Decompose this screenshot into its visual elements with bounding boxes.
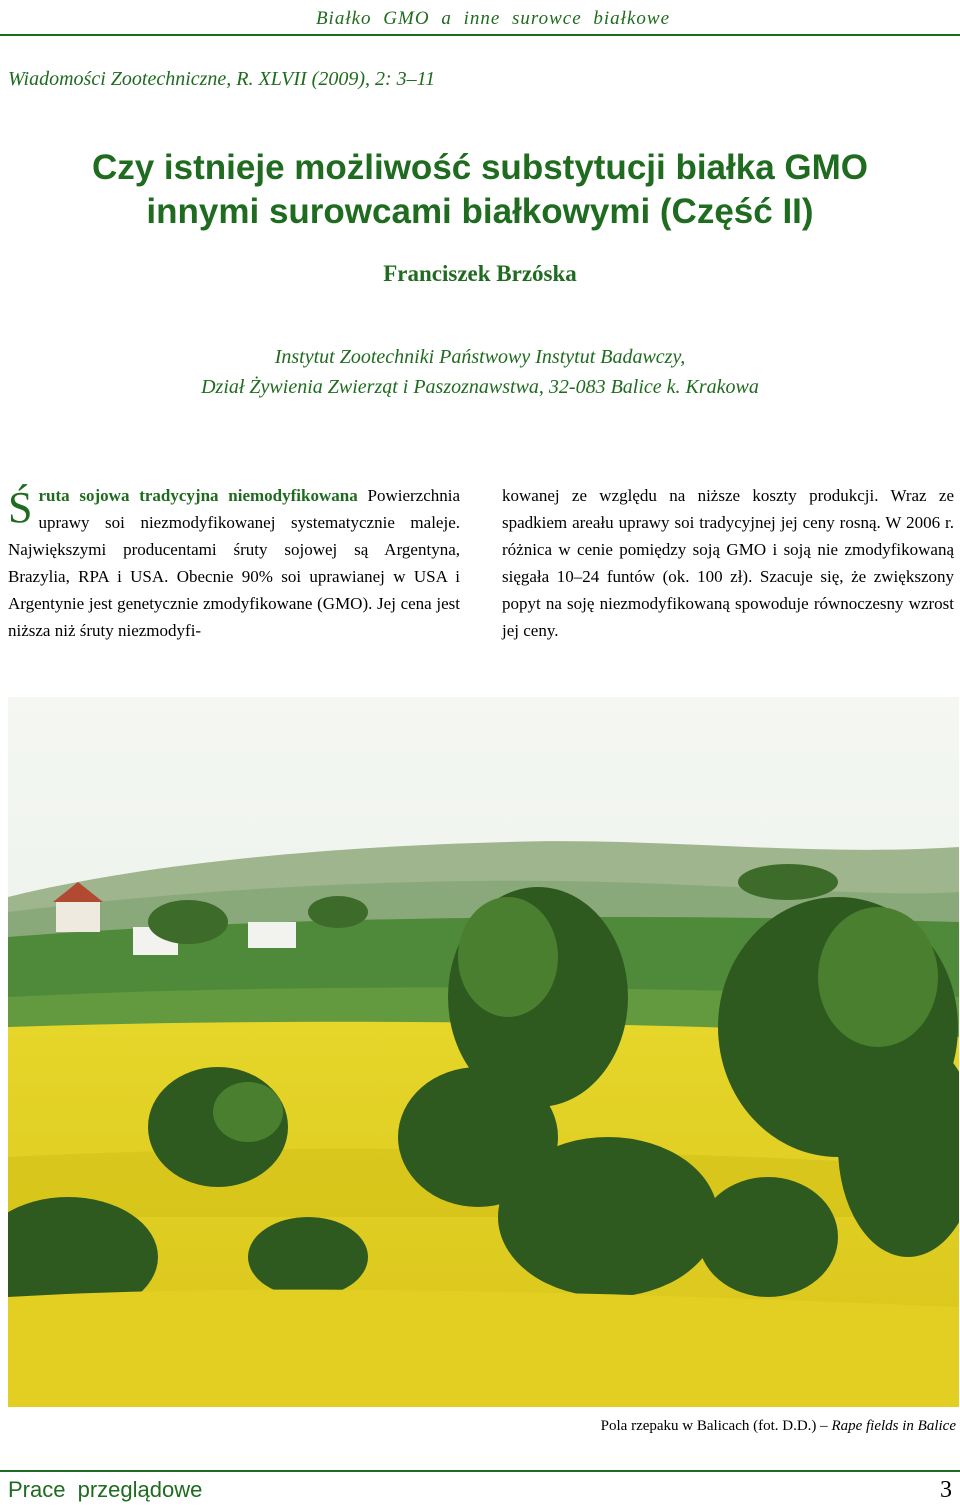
right-column-text: kowanej ze względu na niższe koszty produkcji. Wraz ze spadkiem areału uprawy soi tradycyjnej jej ceny rosną. W 2006 r. różnica w cenie pomiędzy soją GMO i soją nie zmodyfikowaną sięgała 10–24 funtów (ok. 100 zł). Szacuje się, że zwiększony popyt na soję niezmodyfikowaną spowoduje równoczesny wzrost jej ceny. — [502, 486, 954, 640]
footer-rule — [0, 1470, 960, 1472]
text-column-left — [8, 482, 460, 644]
drop-cap: Ś — [8, 483, 33, 532]
caption-polish: Pola rzepaku w Balicach (fot. D.D.) – — [600, 1418, 828, 1434]
figure-caption — [601, 1418, 956, 1435]
rape-fields-photo — [8, 697, 959, 1407]
article-title — [0, 146, 960, 234]
section-heading: ruta sojowa tradycyjna niemodyfikowana — [38, 486, 358, 505]
left-column-text: Powierzchnia uprawy soi niezmodyfikowanej systematycznie maleje. Największymi producentami śruty sojowej są Argentyna, Brazylia, RPA i USA. Obecnie 90% soi uprawianej w USA i Argentynie jest genetycznie zmodyfikowane (GMO). Jej cena jest niższa niż śruty niezmodyfi- — [8, 486, 461, 640]
running-title: Białko GMO a inne surowce białkowe — [315, 8, 670, 29]
footer-section-label: Prace przeglądowe — [8, 1477, 203, 1502]
page-number: 3 — [940, 1477, 952, 1503]
affiliation-line-1: Instytut Zootechniki Państwowy Instytut Badawczy, — [274, 346, 686, 368]
text-column-right — [502, 482, 954, 644]
journal-citation: Wiadomości Zootechniczne, R. XLVII (2009), 2: 3–11 — [8, 68, 436, 90]
caption-english: Rape fields in Balice — [831, 1418, 956, 1434]
affiliation — [0, 342, 960, 402]
affiliation-line-2: Dział Żywienia Zwierząt i Paszoznawstwa, 32-083 Balice k. Krakowa — [201, 376, 759, 398]
header-rule — [0, 34, 960, 36]
title-line-1: Czy istnieje możliwość substytucji białka GMO — [91, 148, 869, 187]
author-name: Franciszek Brzóska — [383, 261, 577, 286]
title-line-2: innymi surowcami białkowymi (Część II) — [146, 192, 814, 231]
